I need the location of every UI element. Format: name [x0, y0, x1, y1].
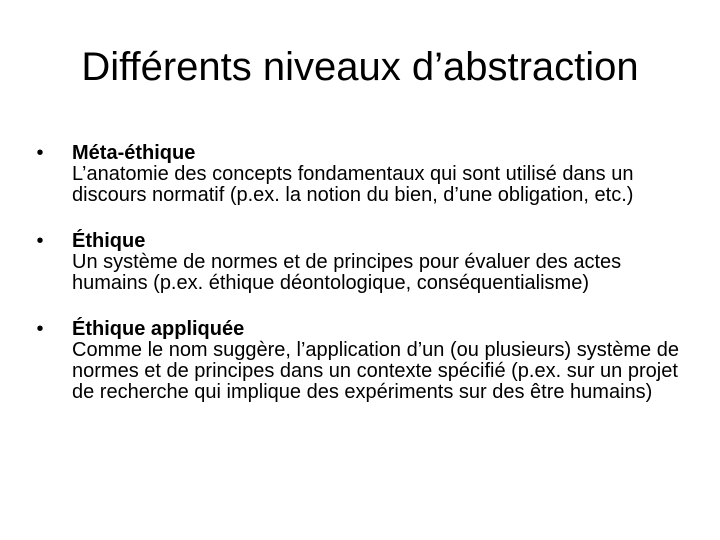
bullet-heading: Éthique appliquée: [72, 318, 245, 340]
bullet-heading: Méta-éthique: [72, 142, 196, 164]
bullet-description: L’anatomie des concepts fondamentaux qui sont utilisé dans un discours normatif (p.ex. la notion du bien, d’une obligation, etc.): [72, 163, 634, 206]
bullet-description: Un système de normes et de principes pour évaluer des actes humains (p.ex. éthique déontologique, conséquentialisme): [72, 251, 622, 294]
bullet-description: Comme le nom suggère, l’application d’un (ou plusieurs) système de normes et de principes dans un contexte spécifié (p.ex. sur un projet de recherche qui implique des expériments sur des être humains): [72, 339, 679, 403]
bullet-icon: •: [36, 318, 44, 340]
bullet-list: [30, 143, 690, 428]
bullet-item-meta-ethique: [30, 143, 690, 206]
bullet-item-ethique-appliquee: [30, 319, 690, 403]
slide-title: Différents niveaux d’abstraction: [81, 45, 639, 89]
bullet-icon: •: [36, 230, 44, 252]
bullet-heading: Éthique: [72, 230, 146, 252]
bullet-item-ethique: [30, 231, 690, 294]
bullet-icon: •: [36, 142, 44, 164]
